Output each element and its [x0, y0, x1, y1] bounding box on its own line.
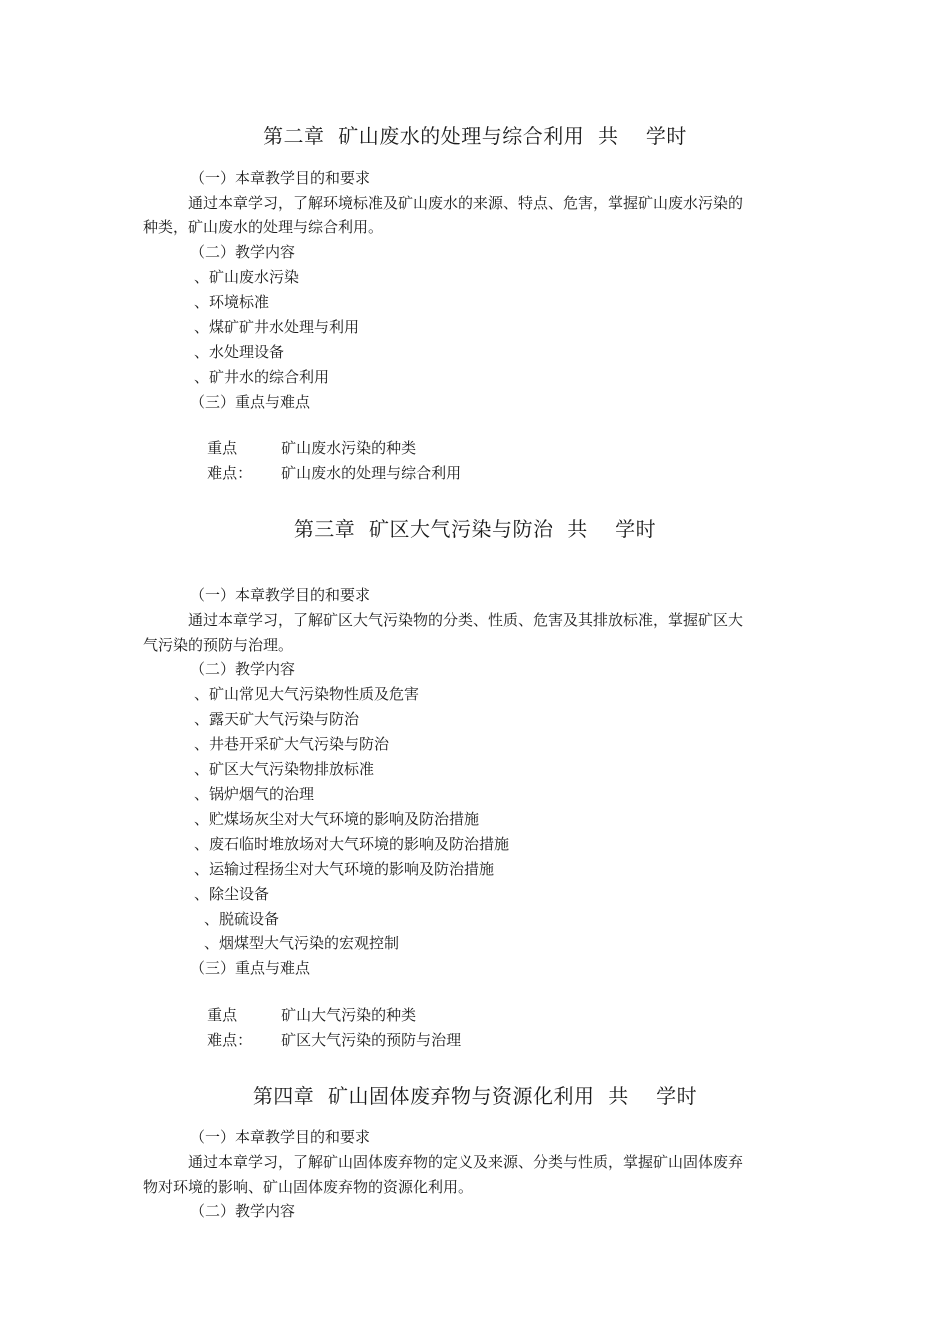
difficulty-label: 难点：	[207, 464, 253, 482]
chapter-4-objective-heading: （一）本章教学目的和要求	[190, 1128, 371, 1146]
key-point-value: 矿山废水污染的种类	[281, 439, 417, 457]
chapter-3-content-item: 、矿山常见大气污染物性质及危害	[194, 685, 420, 703]
chapter-4-content-heading: （二）教学内容	[190, 1202, 296, 1220]
chapter-2-content-item: 、煤矿矿井水处理与利用	[194, 318, 360, 336]
chapter-3-content-item: 、矿区大气污染物排放标准	[194, 760, 375, 778]
chapter-3-content-heading: （二）教学内容	[190, 660, 296, 678]
chapter-3-content-item: 、锅炉烟气的治理	[194, 785, 315, 803]
difficulty-value: 矿山废水的处理与综合利用	[281, 464, 462, 482]
chapter-2-key-heading: （三）重点与难点	[190, 393, 311, 411]
chapter-2-content-item: 、环境标准	[194, 293, 270, 311]
chapter-3-content-item: 、烟煤型大气污染的宏观控制	[204, 934, 400, 952]
chapter-2-content-item: 、矿井水的综合利用	[194, 368, 330, 386]
difficulty-label: 难点：	[207, 1031, 253, 1049]
chapter-3-content-item: 、运输过程扬尘对大气环境的影响及防治措施	[194, 860, 495, 878]
chapter-2-content-item: 、矿山废水污染	[194, 268, 300, 286]
chapter-3-content-item: 、废石临时堆放场对大气环境的影响及防治措施	[194, 835, 510, 853]
key-point-label: 重点	[207, 1006, 238, 1024]
chapter-4-objective-line-1: 通过本章学习，了解矿山固体废弃物的定义及来源、分类与性质，掌握矿山固体废弃	[188, 1153, 744, 1171]
chapter-3-content-item: 、露天矿大气污染与防治	[194, 710, 360, 728]
chapter-2-objective-line-1: 通过本章学习，了解环境标准及矿山废水的来源、特点、危害，掌握矿山废水污染的	[188, 194, 744, 212]
chapter-4-objective-line-2: 物对环境的影响、矿山固体废弃物的资源化利用。	[143, 1178, 474, 1196]
chapter-3-content-item: 、贮煤场灰尘对大气环境的影响及防治措施	[194, 810, 480, 828]
chapter-2-objective-line-2: 种类，矿山废水的处理与综合利用。	[143, 218, 384, 236]
chapter-3-difficulty	[188, 1007, 461, 1073]
chapter-2-content-heading: （二）教学内容	[190, 243, 296, 261]
chapter-2-difficulty	[188, 440, 461, 506]
chapter-3-key-heading: （三）重点与难点	[190, 959, 311, 977]
chapter-2-title: 第二章 矿山废水的处理与综合利用 共 学时	[263, 124, 687, 148]
key-point-value: 矿山大气污染的种类	[281, 1006, 417, 1024]
chapter-4-title: 第四章 矿山固体废弃物与资源化利用 共 学时	[252, 1084, 698, 1108]
chapter-3-content-item: 、脱硫设备	[204, 910, 280, 928]
chapter-2-objective-heading: （一）本章教学目的和要求	[190, 169, 371, 187]
chapter-3-objective-heading: （一）本章教学目的和要求	[190, 586, 371, 604]
key-point-label: 重点	[207, 439, 238, 457]
chapter-3-content-item: 、除尘设备	[194, 885, 270, 903]
chapter-3-objective-line-2: 气污染的预防与治理。	[143, 636, 294, 654]
difficulty-value: 矿区大气污染的预防与治理	[281, 1031, 462, 1049]
chapter-3-title: 第三章 矿区大气污染与防治 共 学时	[293, 517, 657, 541]
chapter-3-objective-line-1: 通过本章学习，了解矿区大气污染物的分类、性质、危害及其排放标准，掌握矿区大	[188, 611, 744, 629]
chapter-2-content-item: 、水处理设备	[194, 343, 285, 361]
chapter-3-content-item: 、井巷开采矿大气污染与防治	[194, 735, 390, 753]
